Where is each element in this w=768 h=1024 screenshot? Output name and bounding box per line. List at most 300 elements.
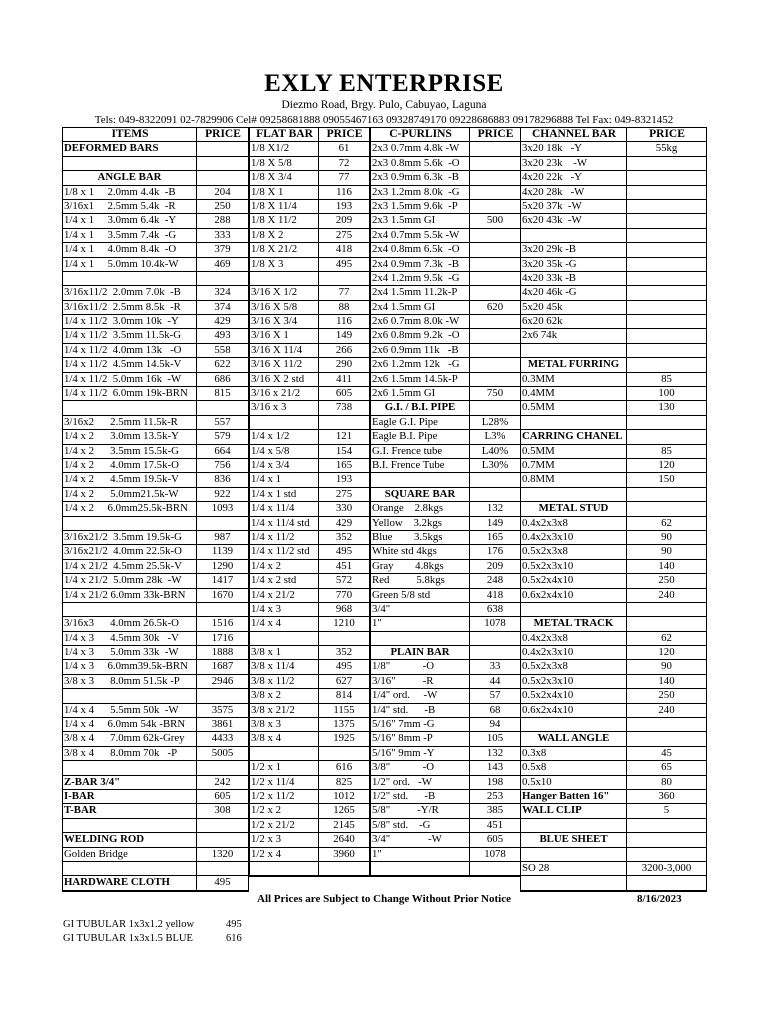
item-cell bbox=[250, 632, 319, 645]
price-cell bbox=[627, 732, 707, 745]
table-row bbox=[250, 574, 370, 588]
item-cell: 1/4 x 11/4 bbox=[250, 502, 319, 515]
price-cell: 44 bbox=[470, 675, 521, 688]
table-row bbox=[250, 660, 370, 674]
table-row bbox=[250, 790, 370, 804]
table-row bbox=[250, 200, 370, 214]
table-row bbox=[521, 186, 707, 200]
column-header: ITEMS bbox=[63, 128, 197, 141]
item-cell: 1/2" ord. -W bbox=[371, 776, 470, 789]
item-cell: 1/4 x 11/2 4.5mm 14.5k-V bbox=[63, 358, 197, 371]
table-row bbox=[63, 732, 249, 746]
price-cell: 193 bbox=[319, 473, 370, 486]
item-cell: 1/8 X 1 bbox=[250, 186, 319, 199]
item-cell: 0.4x2x3x10 bbox=[521, 646, 627, 659]
price-cell: 165 bbox=[470, 531, 521, 544]
item-cell: 1/8 X 11/2 bbox=[250, 214, 319, 227]
item-cell bbox=[371, 862, 470, 875]
price-cell: 836 bbox=[197, 473, 249, 486]
item-cell: 1/4 x 2 3.5mm 15.5k-G bbox=[63, 445, 197, 458]
item-cell: 1/4 x 3 bbox=[250, 603, 319, 616]
price-cell bbox=[627, 258, 707, 271]
item-cell: 3/16x21/2 4.0mm 22.5k-O bbox=[63, 545, 197, 558]
item-cell: 1" bbox=[371, 617, 470, 630]
item-cell: 3/8" -O bbox=[371, 761, 470, 774]
price-cell: 451 bbox=[470, 819, 521, 832]
item-cell: 3x20 18k -Y bbox=[521, 142, 627, 155]
table-row bbox=[521, 876, 707, 890]
price-cell bbox=[470, 258, 521, 271]
item-cell: SQUARE BAR bbox=[371, 488, 470, 501]
item-cell: 1/4 x 21/2 5.0mm 28k -W bbox=[63, 574, 197, 587]
price-cell: 150 bbox=[627, 473, 707, 486]
table-row bbox=[371, 229, 521, 243]
table-header bbox=[250, 128, 370, 142]
table-row bbox=[250, 416, 370, 430]
item-cell bbox=[371, 473, 470, 486]
item-cell: 5/16" 7mm -G bbox=[371, 718, 470, 731]
price-cell: 987 bbox=[197, 531, 249, 544]
table-row bbox=[63, 186, 249, 200]
price-cell: 1012 bbox=[319, 790, 370, 803]
price-cell bbox=[197, 862, 249, 875]
item-cell: G.I. / B.I. PIPE bbox=[371, 401, 470, 414]
table-row bbox=[521, 445, 707, 459]
table-row bbox=[371, 157, 521, 171]
column-header: FLAT BAR bbox=[250, 128, 319, 141]
table-row bbox=[521, 229, 707, 243]
item-cell bbox=[63, 689, 197, 702]
table-row bbox=[371, 632, 521, 646]
price-cell: 1716 bbox=[197, 632, 249, 645]
item-cell bbox=[250, 747, 319, 760]
price-cell: 1670 bbox=[197, 589, 249, 602]
price-cell: 33 bbox=[470, 660, 521, 673]
item-cell: 3/8 x 4 7.0mm 62k-Grey bbox=[63, 732, 197, 745]
table-row bbox=[63, 445, 249, 459]
price-cell: 242 bbox=[197, 776, 249, 789]
price-cell: 308 bbox=[197, 804, 249, 817]
price-cell bbox=[627, 819, 707, 832]
table-row bbox=[371, 344, 521, 358]
item-cell: 1/4 x 11/2 3.0mm 10k -Y bbox=[63, 315, 197, 328]
price-cell bbox=[627, 200, 707, 213]
table-row bbox=[521, 358, 707, 372]
item-cell: 5x20 45k bbox=[521, 301, 627, 314]
table-row bbox=[250, 358, 370, 372]
item-cell: 3x20 35k -G bbox=[521, 258, 627, 271]
price-cell: 495 bbox=[319, 660, 370, 673]
price-cell: 116 bbox=[319, 186, 370, 199]
column-header: CHANNEL BAR bbox=[521, 128, 627, 141]
table-row bbox=[63, 675, 249, 689]
item-cell: 3/16x2 2.5mm 11.5k-R bbox=[63, 416, 197, 429]
item-cell: 0.5MM bbox=[521, 401, 627, 414]
item-cell: 5/8" std. -G bbox=[371, 819, 470, 832]
item-cell: 2x3 0.7mm 4.8k -W bbox=[371, 142, 470, 155]
price-cell: 290 bbox=[319, 358, 370, 371]
table-row bbox=[371, 531, 521, 545]
table-row bbox=[63, 646, 249, 660]
price-cell: 605 bbox=[470, 833, 521, 846]
price-cell: 1516 bbox=[197, 617, 249, 630]
price-date: 8/16/2023 bbox=[637, 893, 682, 905]
item-cell: CARRING CHANEL bbox=[521, 430, 627, 443]
item-cell: 5/16" 8mm -P bbox=[371, 732, 470, 745]
item-cell: White std 4kgs bbox=[371, 545, 470, 558]
item-cell: 3/16x3 4.0mm 26.5k-O bbox=[63, 617, 197, 630]
table-row bbox=[521, 732, 707, 746]
item-cell: 1/4 x 2 bbox=[250, 560, 319, 573]
table-row bbox=[521, 329, 707, 343]
item-cell: 1/4 x 21/2 bbox=[250, 589, 319, 602]
table-row bbox=[371, 214, 521, 228]
tubular-label: GI TUBULAR 1x3x1.5 BLUE bbox=[63, 933, 193, 944]
price-cell: 85 bbox=[627, 373, 707, 386]
price-cell bbox=[627, 229, 707, 242]
table-row bbox=[521, 545, 707, 559]
item-cell bbox=[250, 272, 319, 285]
table-row bbox=[371, 502, 521, 516]
price-cell: 1888 bbox=[197, 646, 249, 659]
item-cell: 2x4 0.7mm 5.5k -W bbox=[371, 229, 470, 242]
price-cell bbox=[319, 862, 370, 875]
item-cell: Yellow 3.2kgs bbox=[371, 517, 470, 530]
item-cell: 0.5x2x3x8 bbox=[521, 545, 627, 558]
item-cell: 3/8 x 11/2 bbox=[250, 675, 319, 688]
table-row bbox=[250, 473, 370, 487]
table-row bbox=[250, 675, 370, 689]
item-cell: 1/4 x 1 3.5mm 7.4k -G bbox=[63, 229, 197, 242]
table-row bbox=[63, 301, 249, 315]
price-cell: 360 bbox=[627, 790, 707, 803]
price-cell bbox=[197, 761, 249, 774]
price-cell: 352 bbox=[319, 646, 370, 659]
price-cell: 55kg bbox=[627, 142, 707, 155]
table-header bbox=[63, 128, 249, 142]
table-row bbox=[250, 632, 370, 646]
item-cell: 4x20 22k -Y bbox=[521, 171, 627, 184]
item-cell: 2x6 1.5mm GI bbox=[371, 387, 470, 400]
channel-bar-column bbox=[520, 127, 707, 892]
tubular-price: 616 bbox=[226, 933, 242, 944]
table-row bbox=[63, 632, 249, 646]
item-cell: 3/16 X 11/2 bbox=[250, 358, 319, 371]
item-cell: 1/4 x 11/2 bbox=[250, 531, 319, 544]
table-row bbox=[521, 258, 707, 272]
item-cell: 1/4 x 11/4 std bbox=[250, 517, 319, 530]
price-cell bbox=[319, 632, 370, 645]
item-cell bbox=[63, 517, 197, 530]
table-row bbox=[521, 589, 707, 603]
price-cell: 968 bbox=[319, 603, 370, 616]
table-row bbox=[250, 272, 370, 286]
price-cell: 275 bbox=[319, 229, 370, 242]
table-row bbox=[521, 517, 707, 531]
price-cell: 558 bbox=[197, 344, 249, 357]
table-row bbox=[63, 459, 249, 473]
table-row bbox=[371, 574, 521, 588]
item-cell: ANGLE BAR bbox=[63, 171, 197, 184]
item-cell bbox=[63, 862, 197, 875]
price-cell: 324 bbox=[197, 286, 249, 299]
price-cell: 253 bbox=[470, 790, 521, 803]
price-cell bbox=[627, 186, 707, 199]
table-row bbox=[371, 401, 521, 415]
table-row bbox=[521, 646, 707, 660]
item-cell: 2x3 1.5mm 9.6k -P bbox=[371, 200, 470, 213]
price-cell: 579 bbox=[197, 430, 249, 443]
table-row bbox=[521, 344, 707, 358]
table-row bbox=[521, 473, 707, 487]
price-cell: 154 bbox=[319, 445, 370, 458]
item-cell: 2x6 1.5mm 14.5k-P bbox=[371, 373, 470, 386]
table-row bbox=[250, 243, 370, 257]
item-cell: 0.5x2x4x10 bbox=[521, 689, 627, 702]
price-cell: 240 bbox=[627, 589, 707, 602]
table-row bbox=[250, 603, 370, 617]
item-cell: 1/4 x 2 4.5mm 19.5k-V bbox=[63, 473, 197, 486]
price-cell: 143 bbox=[470, 761, 521, 774]
item-cell: 2x3 0.9mm 6.3k -B bbox=[371, 171, 470, 184]
item-cell: 3/16x21/2 3.5mm 19.5k-G bbox=[63, 531, 197, 544]
table-row bbox=[63, 660, 249, 674]
price-cell: 620 bbox=[470, 301, 521, 314]
table-row bbox=[250, 186, 370, 200]
price-cell: 140 bbox=[627, 675, 707, 688]
table-row bbox=[63, 142, 249, 156]
table-row bbox=[250, 776, 370, 790]
table-row bbox=[250, 747, 370, 761]
price-cell: 1093 bbox=[197, 502, 249, 515]
item-cell bbox=[521, 603, 627, 616]
table-row bbox=[371, 430, 521, 444]
company-address: Diezmo Road, Brgy. Pulo, Cabuyao, Laguna bbox=[281, 99, 487, 111]
item-cell: 0.4MM bbox=[521, 387, 627, 400]
price-cell: 121 bbox=[319, 430, 370, 443]
price-cell: 495 bbox=[197, 876, 249, 889]
price-cell bbox=[627, 848, 707, 861]
item-cell: 2x6 0.9mm 11k -B bbox=[371, 344, 470, 357]
price-cell: 209 bbox=[319, 214, 370, 227]
item-cell: Green 5/8 std bbox=[371, 589, 470, 602]
item-cell: Orange 2.8kgs bbox=[371, 502, 470, 515]
price-cell: 352 bbox=[319, 531, 370, 544]
table-row bbox=[521, 603, 707, 617]
table-row bbox=[63, 344, 249, 358]
table-row bbox=[521, 675, 707, 689]
item-cell: 3/8 x 1 bbox=[250, 646, 319, 659]
price-cell: 1417 bbox=[197, 574, 249, 587]
price-cell: 1155 bbox=[319, 704, 370, 717]
table-row bbox=[371, 819, 521, 833]
table-row bbox=[521, 804, 707, 818]
price-cell: 814 bbox=[319, 689, 370, 702]
table-row bbox=[521, 459, 707, 473]
item-cell: 1/4 x 1 bbox=[250, 473, 319, 486]
item-cell: 1/4 x 4 bbox=[250, 617, 319, 630]
price-cell bbox=[197, 819, 249, 832]
price-cell: 3200-3,000 bbox=[627, 862, 707, 875]
table-row bbox=[250, 286, 370, 300]
c-purlins-column bbox=[370, 127, 521, 877]
price-cell: 1320 bbox=[197, 848, 249, 861]
table-row bbox=[250, 761, 370, 775]
item-cell: 0.4x2x3x8 bbox=[521, 632, 627, 645]
price-cell bbox=[470, 473, 521, 486]
table-row bbox=[63, 790, 249, 804]
price-cell: L3% bbox=[470, 430, 521, 443]
item-cell: 2x4 1.5mm GI bbox=[371, 301, 470, 314]
item-cell: WALL CLIP bbox=[521, 804, 627, 817]
table-row bbox=[250, 517, 370, 531]
table-header bbox=[521, 128, 707, 142]
table-row bbox=[521, 632, 707, 646]
table-row bbox=[521, 286, 707, 300]
price-cell: 815 bbox=[197, 387, 249, 400]
price-cell: 1925 bbox=[319, 732, 370, 745]
table-row bbox=[63, 545, 249, 559]
item-cell: 1/4 x 1 3.0mm 6.4k -Y bbox=[63, 214, 197, 227]
item-cell: 0.6x2x4x10 bbox=[521, 589, 627, 602]
table-row bbox=[371, 200, 521, 214]
price-cell bbox=[470, 646, 521, 659]
price-cell: 165 bbox=[319, 459, 370, 472]
item-cell: 3/8 x 21/2 bbox=[250, 704, 319, 717]
table-row bbox=[521, 776, 707, 790]
item-cell: 3/16 X 3/4 bbox=[250, 315, 319, 328]
table-row bbox=[250, 502, 370, 516]
table-row bbox=[250, 373, 370, 387]
item-cell: METAL TRACK bbox=[521, 617, 627, 630]
table-row bbox=[371, 617, 521, 631]
table-row bbox=[63, 416, 249, 430]
item-cell: 2x4 0.8mm 6.5k -O bbox=[371, 243, 470, 256]
item-cell: 0.5MM bbox=[521, 445, 627, 458]
price-cell: 62 bbox=[627, 517, 707, 530]
price-cell: 1210 bbox=[319, 617, 370, 630]
table-row bbox=[250, 704, 370, 718]
table-row bbox=[371, 517, 521, 531]
price-cell bbox=[319, 272, 370, 285]
item-cell bbox=[250, 862, 319, 875]
table-row bbox=[371, 862, 521, 876]
price-cell: 149 bbox=[470, 517, 521, 530]
item-cell: 2x6 0.8mm 9.2k -O bbox=[371, 329, 470, 342]
item-cell bbox=[521, 876, 627, 889]
price-cell bbox=[197, 272, 249, 285]
table-row bbox=[521, 171, 707, 185]
table-row bbox=[521, 560, 707, 574]
item-cell: 4x20 46k -G bbox=[521, 286, 627, 299]
item-cell: 1/4 x 1 5.0mm 10.4k-W bbox=[63, 258, 197, 271]
item-cell bbox=[63, 157, 197, 170]
item-cell: 1/4 x 11/2 6.0mm 19k-BRN bbox=[63, 387, 197, 400]
table-row bbox=[63, 430, 249, 444]
price-cell bbox=[627, 344, 707, 357]
table-row bbox=[521, 617, 707, 631]
item-cell: 1/2 x 11/2 bbox=[250, 790, 319, 803]
item-cell bbox=[521, 229, 627, 242]
table-row bbox=[371, 272, 521, 286]
price-cell bbox=[470, 186, 521, 199]
item-cell: 1/4 x 3 5.0mm 33k -W bbox=[63, 646, 197, 659]
price-cell bbox=[470, 229, 521, 242]
item-cell: 1/8 X1/2 bbox=[250, 142, 319, 155]
price-cell: 1375 bbox=[319, 718, 370, 731]
price-cell bbox=[627, 718, 707, 731]
price-cell: 105 bbox=[470, 732, 521, 745]
price-cell bbox=[197, 603, 249, 616]
price-cell: 250 bbox=[197, 200, 249, 213]
item-cell bbox=[521, 344, 627, 357]
table-row bbox=[63, 862, 249, 876]
table-row bbox=[521, 574, 707, 588]
item-cell: WELDING ROD bbox=[63, 833, 197, 846]
table-row bbox=[521, 243, 707, 257]
price-cell bbox=[470, 329, 521, 342]
table-row bbox=[63, 848, 249, 862]
price-cell: 418 bbox=[319, 243, 370, 256]
price-cell bbox=[627, 416, 707, 429]
price-cell: 1078 bbox=[470, 617, 521, 630]
price-cell bbox=[470, 243, 521, 256]
price-cell: 2946 bbox=[197, 675, 249, 688]
item-cell: 1/2 x 1 bbox=[250, 761, 319, 774]
price-cell: 469 bbox=[197, 258, 249, 271]
price-notice: All Prices are Subject to Change Without Prior Notice bbox=[257, 893, 511, 905]
table-row bbox=[371, 186, 521, 200]
price-cell: 132 bbox=[470, 502, 521, 515]
table-row bbox=[63, 373, 249, 387]
item-cell: 1/4 x 3 6.0mm39.5k-BRN bbox=[63, 660, 197, 673]
table-row bbox=[63, 517, 249, 531]
item-cell: 1/4 x 3/4 bbox=[250, 459, 319, 472]
price-cell bbox=[197, 142, 249, 155]
price-cell: 266 bbox=[319, 344, 370, 357]
table-row bbox=[371, 646, 521, 660]
item-cell: METAL STUD bbox=[521, 502, 627, 515]
item-cell: 0.3x8 bbox=[521, 747, 627, 760]
table-row bbox=[371, 329, 521, 343]
item-cell: 1/4 x 11/2 4.0mm 13k -O bbox=[63, 344, 197, 357]
item-cell: 1/4 x 5/8 bbox=[250, 445, 319, 458]
table-row bbox=[250, 445, 370, 459]
item-cell: I-BAR bbox=[63, 790, 197, 803]
table-header bbox=[371, 128, 521, 142]
price-cell: 120 bbox=[627, 646, 707, 659]
item-cell: 1/2 x 4 bbox=[250, 848, 319, 861]
item-cell: METAL FURRING bbox=[521, 358, 627, 371]
table-row bbox=[521, 848, 707, 862]
item-cell: 3x20 29k -B bbox=[521, 243, 627, 256]
price-cell bbox=[197, 689, 249, 702]
item-cell: 1/4 x 4 6.0mm 54k -BRN bbox=[63, 718, 197, 731]
item-cell bbox=[250, 416, 319, 429]
table-row bbox=[250, 214, 370, 228]
table-row bbox=[521, 200, 707, 214]
table-row bbox=[371, 387, 521, 401]
item-cell: 5/8" -Y/R bbox=[371, 804, 470, 817]
price-cell: 411 bbox=[319, 373, 370, 386]
table-row bbox=[521, 416, 707, 430]
price-cell: 738 bbox=[319, 401, 370, 414]
price-cell bbox=[470, 286, 521, 299]
table-row bbox=[371, 747, 521, 761]
table-row bbox=[371, 358, 521, 372]
price-cell: 605 bbox=[197, 790, 249, 803]
price-cell: 1687 bbox=[197, 660, 249, 673]
